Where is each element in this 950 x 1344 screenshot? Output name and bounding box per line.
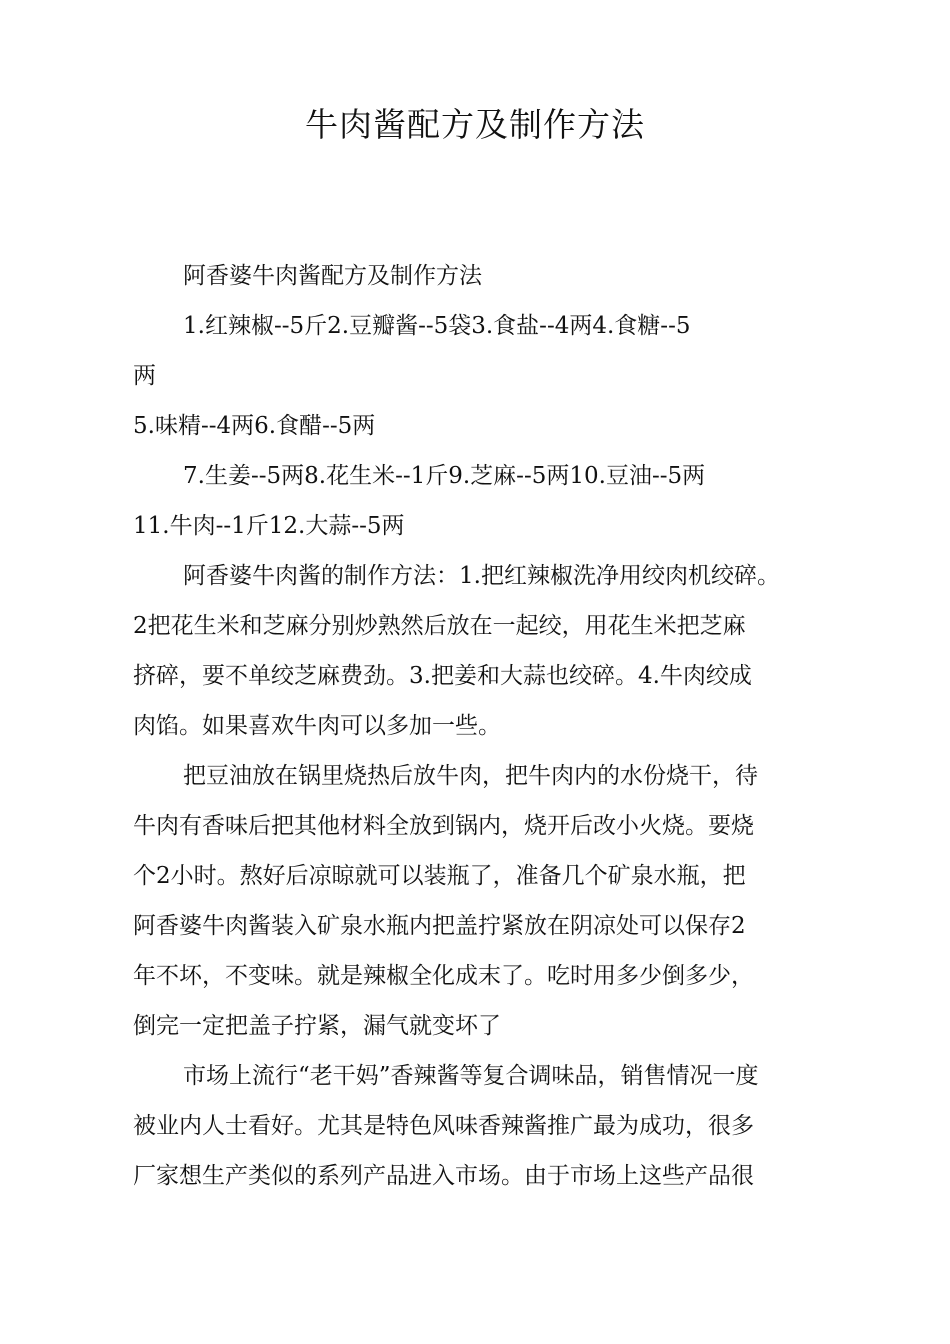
text-line: 肉馅。如果喜欢牛肉可以多加一些。 <box>133 713 501 739</box>
document-body <box>133 251 833 1201</box>
text-line: 把豆油放在锅里烧热后放牛肉，把牛肉内的水份烧干，待 <box>183 763 758 789</box>
text-line: 5.味精--4两6.食醋--5两 <box>133 413 376 439</box>
document-title: 牛肉酱配方及制作方法 <box>305 105 645 144</box>
text-line: 11.牛肉--1斤12.大蒜--5两 <box>133 513 405 539</box>
text-line: 2把花生米和芝麻分别炒熟然后放在一起绞，用花生米把芝麻 <box>133 613 746 639</box>
text-line: 阿香婆牛肉酱配方及制作方法 <box>183 263 482 289</box>
text-line: 牛肉有香味后把其他材料全放到锅内，烧开后改小火烧。要烧 <box>133 813 754 839</box>
text-line: 阿香婆牛肉酱的制作方法：1.把红辣椒洗净用绞肉机绞碎。 <box>183 563 780 589</box>
text-line: 厂家想生产类似的系列产品进入市场。由于市场上这些产品很 <box>133 1163 754 1189</box>
text-line: 年不坏，不变味。就是辣椒全化成末了。吃时用多少倒多少， <box>133 963 754 989</box>
text-line: 挤碎，要不单绞芝麻费劲。3.把姜和大蒜也绞碎。4.牛肉绞成 <box>133 663 752 689</box>
text-line: 被业内人士看好。尤其是特色风味香辣酱推广最为成功，很多 <box>133 1113 754 1139</box>
text-line: 市场上流行“老干妈”香辣酱等复合调味品，销售情况一度 <box>183 1063 759 1089</box>
text-line: 两 <box>133 363 156 389</box>
text-line: 倒完一定把盖子拧紧，漏气就变坏了 <box>133 1013 501 1039</box>
text-line: 7.生姜--5两8.花生米--1斤9.芝麻--5两10.豆油--5两 <box>183 463 706 489</box>
text-line: 个2小时。熬好后凉晾就可以装瓶了，准备几个矿泉水瓶，把 <box>133 863 746 889</box>
text-line: 1.红辣椒--5斤2.豆瓣酱--5袋3.食盐--4两4.食糖--5 <box>183 313 691 339</box>
text-line: 阿香婆牛肉酱装入矿泉水瓶内把盖拧紧放在阴凉处可以保存2 <box>133 913 746 939</box>
